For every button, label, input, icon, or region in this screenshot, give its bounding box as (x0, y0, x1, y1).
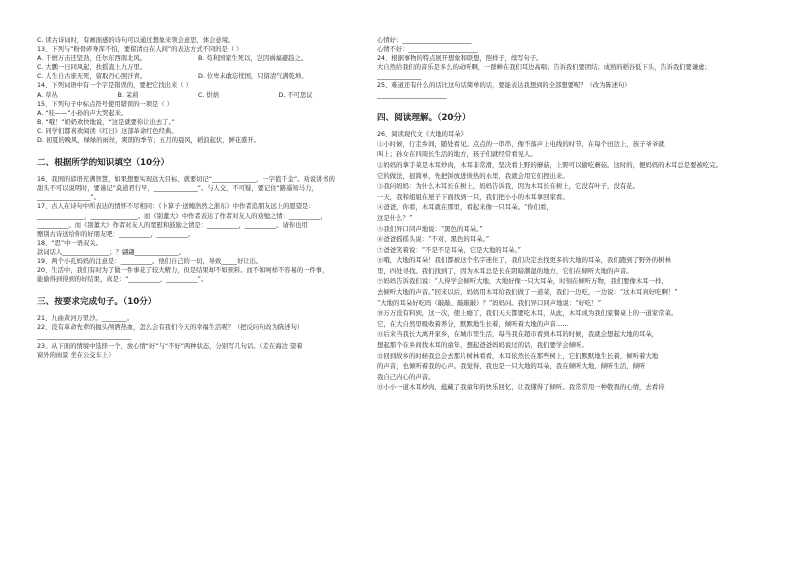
section-3-heading: 三、按要求完成句子。（10分） (37, 297, 157, 308)
passage-line: 这是什么？” (377, 213, 413, 222)
question-line: ______________________________ (37, 333, 132, 341)
question-line: _______________，_______________。而《别董大》中作者表达了作者对友人的劝勉之情：__________， (37, 212, 327, 220)
passage-line: ⑨妈妈告诉我们说：“人得学会倾听大地，大地好像一只大耳朵，时刻在倾听万物，我们要像木耳一样， (377, 277, 668, 286)
question-line: 24、根据事物的特点展开想象和联想，照样子，续写句子。 (377, 55, 543, 63)
answer-option: A. 草丛 (37, 91, 58, 99)
question-line: 16、我国的谚语充满智慧，如果想要实现远大目标，就要切记“______________，一字值千金”。劝说讲书的 (37, 176, 335, 184)
section-2-heading: 二、根据所学的知识填空（10分） (37, 158, 170, 169)
question-line: D. 初夏的晚风，绿绿的雨丝，爽朗的季节；五月的晨风，稻浪起伏，鲜花盛开。 (37, 137, 260, 145)
question-line: __________。而《别董大》作者对友人的宽慰和鼓励之情是：__________，__________。请你也用 (37, 221, 308, 229)
passage-line: 叫上；孙女在四周长生活的地方，孩子们就经常看见人。 (377, 150, 537, 159)
answer-options-row (37, 91, 359, 100)
question-line: 窗外的雨景 坐在公交车上） (37, 351, 115, 359)
question-line: 25、难道还有什么的话比这句话简单的话，要能表达我想到的全部想要呢？（改为陈述句） (377, 82, 631, 90)
question-line: 13、下列与“粉骨碎身浑不怕，要留清白在人间”的表达方式不同的是（ ） (37, 46, 243, 54)
answer-option: C. 人生自古谁无死，留取丹心照汗青。 (37, 73, 147, 81)
answer-options-row (37, 72, 359, 81)
question-line: 20、生活中，我们有时为了做一件事花了较大精力，但是结果却不如预料。而不如呵样不容易的一件事， (37, 267, 329, 275)
passage-line: ⑫回到故乡的时候我总会去那片树林看看，木耳依然长在那些树上，它们默默地生长着，倾听着大地 (377, 351, 659, 360)
question-line: 21、九曲黄河万里沙。________。 (37, 315, 134, 323)
passage-line: 的声音，也倾听着我的心声。我觉得，我也是一只大地的耳朵，我在倾听大地，倾听生活，倾听 (377, 362, 646, 371)
answer-options-row (37, 54, 359, 63)
question-line: C. 大鹏一日同风起，扶摇直上九万里。 (37, 64, 147, 72)
question-line: 23、从下面的情境中选择一个，放心情“好”与“不好”两种状态，分别写几句话。（走在海边 望着 (37, 342, 303, 350)
passage-line: ⑬小小一道木耳炒肉，蕴藏了我童年的快乐回忆，让我懂得了倾听。我常常用一种敬畏的心情，去看待 (377, 383, 665, 392)
passage-line: 我自己内心的声音。 (377, 372, 435, 381)
right-column (377, 36, 757, 393)
passage-line: ④爸爸，你看，木耳就在那里，看起来像一只耳朵。“你们看， (377, 203, 553, 212)
answer-option: D. 不可思议 (278, 91, 313, 99)
passage-line: 去倾听大地的声音。”回来以后，妈妈用木耳给我们做了一道菜，我们一边吃，一边说：“这木耳真好吃啊！” (377, 288, 678, 297)
question-line: 大自然给我们的音乐是多么的动听啊，一群蝉在我们耳边高唱；告诉我们要团结；成熟的稻谷低下头，告诉我们要谦虚； (377, 64, 711, 72)
question-line: 14、下列词语中有一个字是错误的，要把它找出来（ ） (37, 82, 192, 90)
question-line: C. 读古诗词时，有画面感的诗句可以通过想象来领会意思，体会意境。 (37, 37, 235, 44)
left-question-block-1 (37, 36, 359, 145)
answer-option: A. 千磨万击还坚劲，任尔东西南北风。 (37, 55, 146, 63)
question-line: 15、下列句子中标点符号使用错误的一项是（ ） (37, 100, 173, 108)
passage-line: ①小时候，行走乡间，随处看见。点点的一串串，像不落声上电线的时节，在每个田边上，孩子爷爷就 (377, 139, 665, 148)
passage-line: 想起那个在乡间找木耳的童年，想起爸爸妈妈说过的话，我们要学会倾听。 (377, 341, 588, 350)
reading-passage (377, 139, 757, 393)
passage-line: 它，在大自然里吸收着养分，默默地生长着，倾听着大地的声音…… (377, 319, 569, 328)
answer-option: B. 茉莉 (117, 91, 139, 99)
passage-line: ⑩万万没有料到，这一次，使上瘾了，我们天天都要吃木耳，从此，木耳成为我们家餐桌上的一道家常菜。 (377, 309, 678, 318)
left-question-block-3 (37, 314, 359, 359)
question-line: 17、古人在诗句中所表达的情怀不尽相同：《卜算子·送鲍浩然之浙东》中作者追朋友远上的愿望是： (37, 203, 315, 211)
question-line: 甜头不可以说明时，要谨记“莫道君行早，______________”。与人交，不可疑，要记住“路遥知马力， (37, 185, 318, 193)
question-line: 心情好：______________________ (377, 37, 472, 44)
answer-option: B. 苟利国家生死以，岂因祸福避趋之。 (198, 55, 308, 63)
passage-line: ⑥爸爸摇摇头说：“不对，黑色的耳朵。” (377, 235, 489, 244)
passage-line: 一天，我和姐姐在屋子下面找到一只，我们把小小的木耳拿回家看。 (377, 192, 569, 201)
passage-line: ③我问妈妈：为什么木耳长在树上，妈妈告诉我，因为木耳长在树上，它没有叶子，没有花。 (377, 182, 640, 191)
question-line: 18、“思”中一语双关。 (37, 239, 102, 247)
left-column (37, 36, 359, 360)
question-line: _________________”。 (37, 194, 101, 202)
passage-line: “大地的耳朵好吃吗（敲敲、敲敲敲）？”妈妈问。我们异口同声地说：“好吃！” (377, 298, 601, 307)
passage-line: ⑧哦，大地的耳朵！我们都被这个名字迷住了，我们决定去找更多的大地的耳朵，我们跑到了野外的树林 (377, 256, 671, 265)
question-line: C. 同学们都喜欢阅读《红日》这部革命红色经典。 (37, 127, 178, 135)
section-4-heading: 四、阅读理解。（20分） (377, 112, 471, 123)
question-line: 款词话人_______________；？翩翩______________。 (37, 248, 185, 256)
passage-line: ⑤我们异口同声地说：“黑色的耳朵。” (377, 224, 483, 233)
question-line: 能偷得到得到的好结果，真是：“__________，__________”。 (37, 276, 208, 284)
right-question-block-1 (377, 36, 757, 100)
passage-intro: 26、阅读现代文《大地的耳朵》 (377, 130, 467, 138)
passage-line: ⑦爸爸笑着说：“不是不是耳朵，它是大地的耳朵。” (377, 245, 521, 254)
question-line: ______________________ (377, 91, 447, 99)
passage-line: 它的做法，很简单，先把饼放进烫热的水里，我就会用它们捏出来。 (377, 171, 569, 180)
question-line: 19、两个小孔妈妈的注意是：__________。他们自己的一切，导致_____好让出。 (37, 257, 263, 265)
passage-line: ②妈妈的拿手菜是木耳炒肉，木耳非常滑，坚决看上野的蘑菇，上野可以偷吃蘑菇。这时的，便妈妈的木耳总是要被吃完。 (377, 160, 723, 169)
answer-option: C. 烘焙 (198, 91, 219, 99)
left-question-block-2 (37, 175, 359, 284)
passage-line: ⑪后来当我长大离开家乡，在城市里生活，每当我在超市看到木耳的时候，我就会想起大地的耳朵， (377, 330, 659, 339)
question-line: A. “哇——”小孙的声大哭起来。 (37, 109, 128, 117)
question-line: 22、没有革命先辈的抛头颅洒热血，怎么会有我们今天的幸福生活呢？（把反问句改为陈述句） (37, 324, 304, 332)
question-line: B. “哦！”奶奶欢快地说，“这是就要你让出去了。” (37, 118, 175, 126)
passage-line: 里，四处寻找。我们找到了，因为木耳总是长在阴暗潮湿的地方，它们在倾听大地的声音。 (377, 266, 633, 275)
question-line: 心情不好：______________________ (377, 46, 478, 54)
question-line: ______________ (377, 73, 422, 81)
question-line: 赠别古诗送给你的好朋友吧：__________，__________。 (37, 230, 195, 238)
answer-option: D. 位卑未敢忘忧国，只留清气满乾坤。 (198, 73, 308, 81)
